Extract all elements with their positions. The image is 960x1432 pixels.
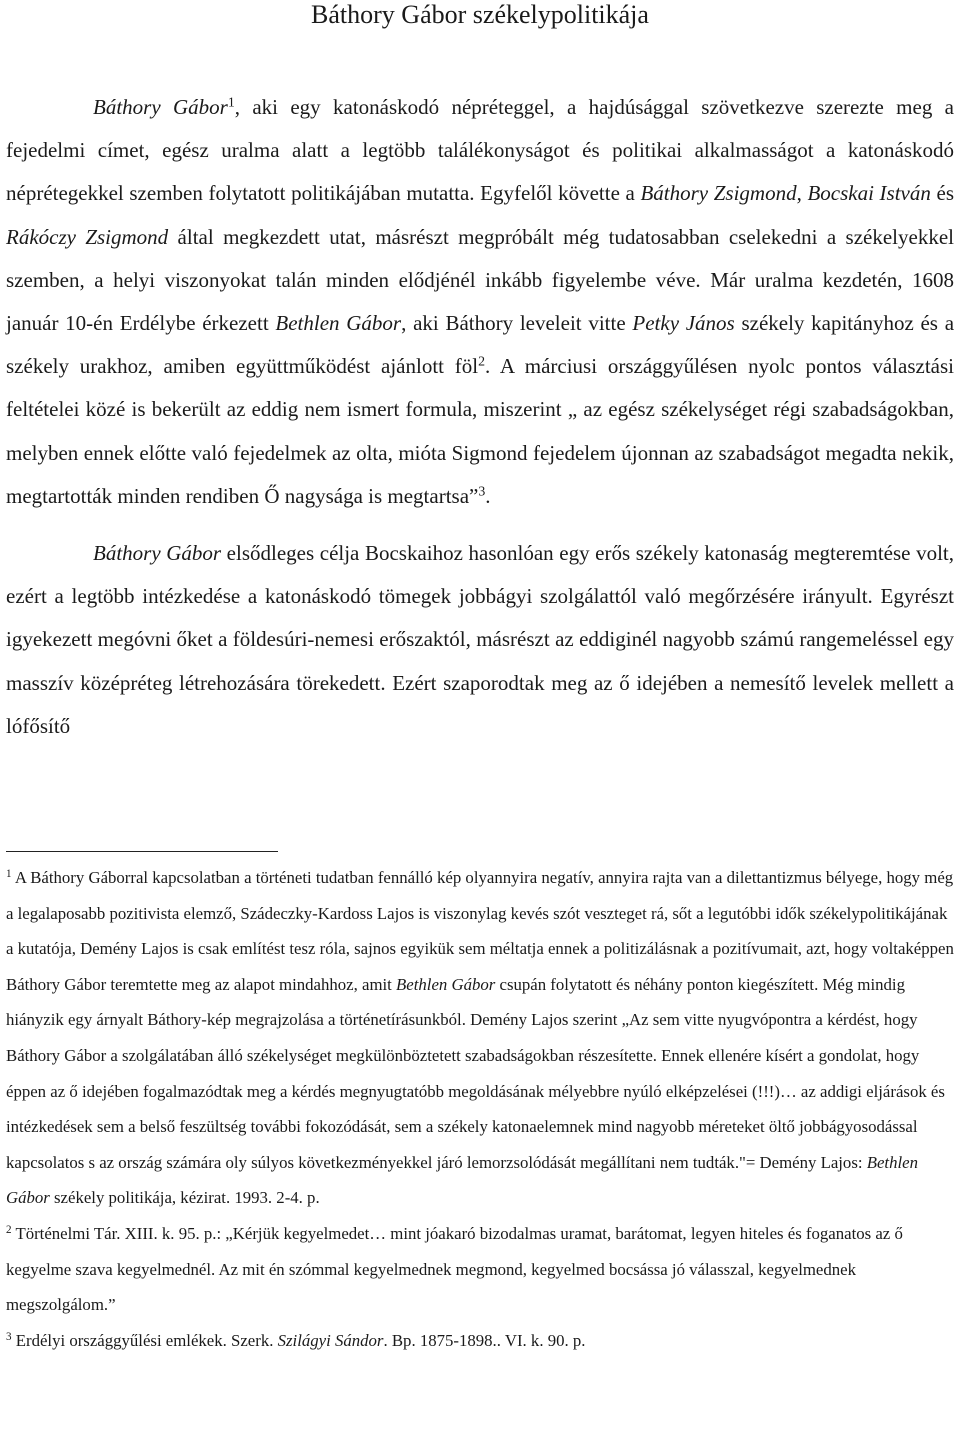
footnote-number: 3	[6, 1330, 12, 1343]
footnote-2	[6, 1216, 954, 1323]
footnote-number: 2	[6, 1223, 12, 1236]
footnote-separator	[6, 851, 278, 852]
footnote-italic: Bethlen Gábor	[396, 974, 496, 994]
footnote-text: . Bp. 1875-1898.. VI. k. 90. p.	[383, 1330, 586, 1350]
footnote-text: Erdélyi országgyűlési emlékek. Szerk.	[11, 1330, 278, 1350]
footnote-text: A Báthory Gáborral kapcsolatban a történeti tudatban fennálló kép olyannyira negatív, annyira rajta van a dilettantizmus bélyege, hogy még a legalaposabb pozitivista elemző, Szádeczky-Kardoss Lajos is viszonylag kevés szót veszteget rá, sőt a legutóbbi idők székelypolitikájának a kutatója, Demény Lajos is csak említést tesz róla, sajnos egyikük sem méltatja ennek a politizálásnak a pozitívumait, azt, hogy voltaképpen Báthory Gábor teremtette meg az alapot mindahhoz, amit	[6, 868, 954, 994]
paragraph-2	[6, 532, 954, 748]
paragraph-text: .	[485, 483, 491, 508]
footnote-ref-2[interactable]: 2	[478, 353, 486, 369]
person-name: Petky János	[632, 311, 735, 336]
person-name: Rákóczy Zsigmond	[6, 224, 169, 249]
person-name: Báthory Gábor	[93, 95, 228, 119]
footnote-number: 1	[6, 867, 12, 880]
footnotes	[6, 860, 954, 1358]
paragraph-text: , aki Báthory leveleit vitte	[401, 311, 633, 336]
person-name: Báthory Zsigmond	[640, 181, 797, 206]
paragraph-text: székely kapitányhoz és a székely urakhoz, amiben együttműködést ajánlott föl	[6, 311, 955, 379]
footnote-italic: Szilágyi Sándor	[277, 1330, 384, 1350]
footnote-ref-3[interactable]: 3	[478, 483, 486, 499]
paragraph-text: . A márciusi országgyűlésen nyolc pontos választási feltételei közé is bekerült az eddig nem ismert formula, miszerint „ az egész székelységet régi szabadságokban, melyben ennek előtte való fejedelmek az olta, mióta Sigmond fejedelem újonnan az szabadságot megadta nekik, megtartották minden rendiben Ő nagysága is megtartsa”	[6, 354, 954, 508]
footnote-ref-1[interactable]: 1	[227, 94, 235, 110]
person-name: Báthory Gábor	[93, 541, 222, 566]
page-title: Báthory Gábor székelypolitikája	[311, 0, 649, 29]
person-name: Bethlen Gábor	[275, 311, 402, 336]
person-name: Bocskai István	[807, 181, 931, 206]
footnote-text: székely politikája, kézirat. 1993. 2-4. p.	[49, 1188, 320, 1208]
paragraph-text: , aki egy katonáskodó népréteggel, a hajdúsággal szövetkezve szerezte meg a fejedelmi címet, egész uralma alatt a legtöbb találékonyságot és politikai alkalmasságot a katonáskodó néprétegekkel szemben folytatott politikájában mutatta. Egyfelől követte a	[6, 95, 954, 206]
footnote-italic: Bethlen Gábor	[6, 1152, 918, 1208]
footnote-text: csupán folytatott és néhány ponton kiegészített. Még mindig hiányzik egy árnyalt Báthory-kép megrajzolása a történetírásunkból. Demény Lajos szerint „Az sem vitte nyugvópontra a kérdést, hogy Báthory Gábor a szolgálatában álló székelységet megkülönböztetett szabadságokban részesítette. Ennek ellenére kísért a gondolat, hogy éppen az ő idejében fogalmazódtak meg a kérdés megnyugtatóbb megoldásának mélyebbre nyúló elképzelései (!!!)… az addigi eljárások és intézkedések sem a belső feszültség további fokozódását, sem a székely katonaelemnek mind nagyobb méreteket öltő jobbágyosodással kapcsolatos s az ország számára oly súlyos következményekkel járó lemorzsolódását megállítani nem tudták."= Demény Lajos:	[6, 974, 945, 1172]
paragraph-text: által megkezdett utat, másrészt megpróbált még tudatosabban cselekedni a székelyekkel szemben, a helyi viszonyokat talán minden elődjénél inkább figyelembe véve. Már uralma kezdetén, 1608 január 10-én Erdélybe érkezett	[6, 224, 954, 336]
paragraph-text: ,	[796, 181, 808, 206]
main-text	[6, 86, 954, 748]
paragraph-text: elsődleges célja Bocskaihoz hasonlóan egy erős székely katonaság megteremtése volt, ezért a legtöbb intézkedése a katonáskodó tömegek jobbágyi szolgálattól való megőrzésére irányult. Egyrészt igyekezett megóvni őket a földesúri-nemesi erőszaktól, másrészt az eddiginél nagyobb számú rangemeléssel egy masszív középréteg létrehozására törekedett. Ezért szaporodtak meg az ő idejében a nemesítő levelek mellett a lófősítő	[6, 541, 954, 738]
paragraph-1	[6, 86, 954, 518]
paragraph-text: és	[930, 181, 955, 206]
footnote-text: Történelmi Tár. XIII. k. 95. p.: „Kérjük kegyelmedet… mint jóakaró bizodalmas uramat, barátomat, legyen hiteles és foganatos az ő kegyelme szava kegyelmednél. Az mit én szómmal kegyelmednek megmond, kegyelmed bocsássa jó válasszal, kegyelmednek megszolgálom.”	[6, 1223, 903, 1315]
footnote-3	[6, 1323, 954, 1359]
footnote-1	[6, 860, 954, 1216]
